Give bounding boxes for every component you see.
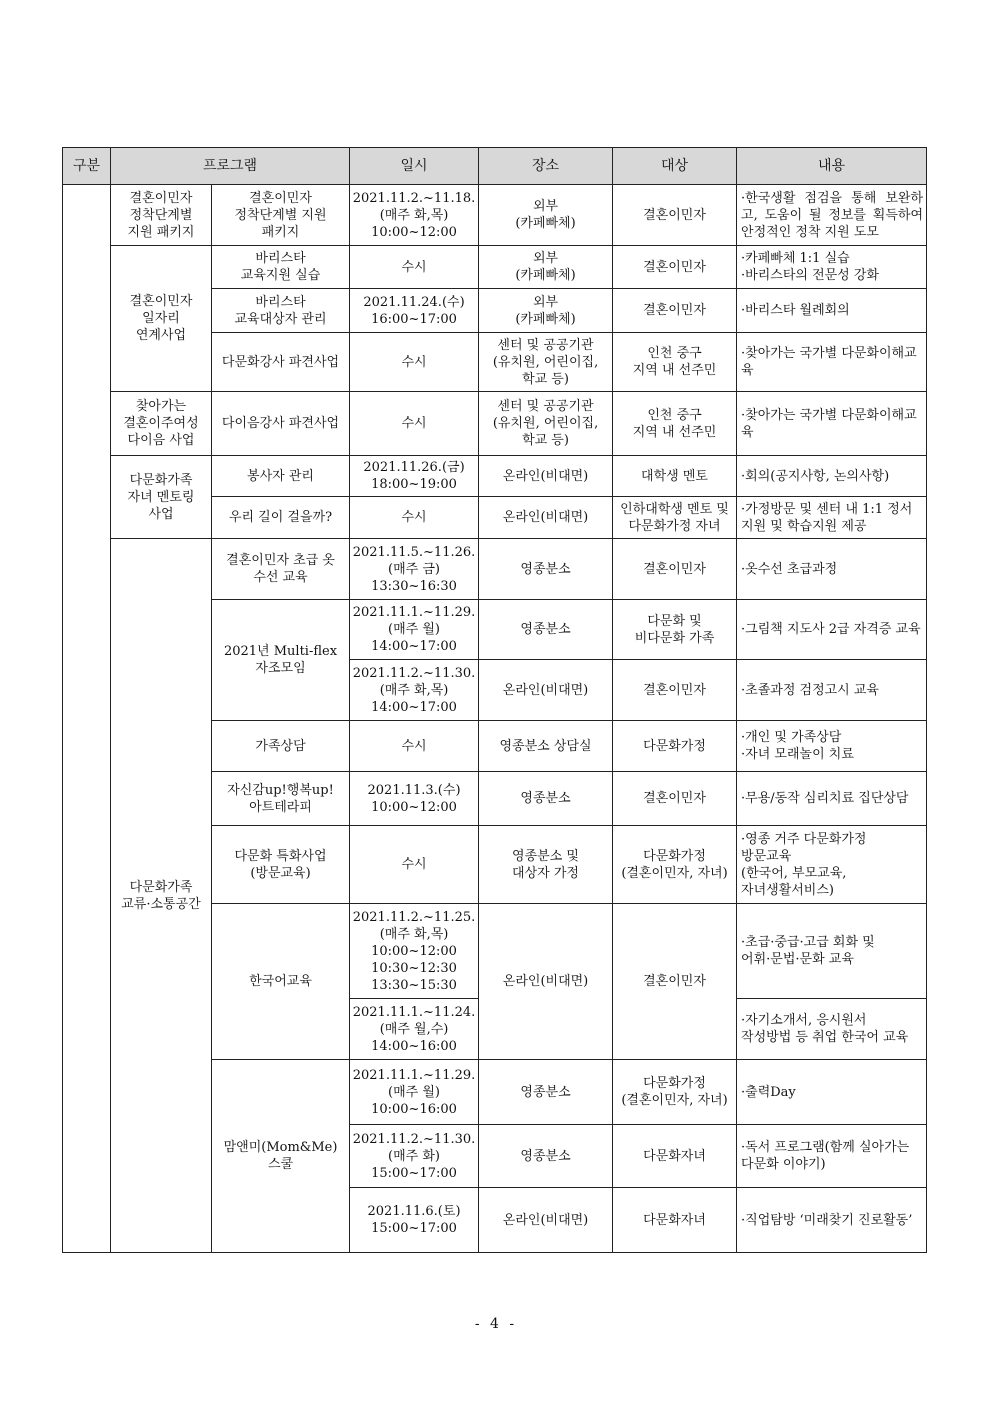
table-row [63, 456, 927, 497]
place-cell: 영종분소 및 대상자 가정 [479, 826, 613, 904]
group-cell: 찾아가는 결혼이주여성 다이음 사업 [111, 392, 212, 456]
content-cell: ·자기소개서, 응시원서 작성방법 등 취업 한국어 교육 [737, 999, 927, 1060]
target-cell: 결혼이민자 [613, 185, 737, 246]
content-cell: ·찾아가는 국가별 다문화이해교육 [737, 333, 927, 392]
table-row [63, 539, 927, 600]
target-cell: 인하대학생 멘토 및 다문화가정 자녀 [613, 497, 737, 539]
program-cell: 자신감up!행복up! 아트테라피 [212, 772, 350, 826]
content-cell: ·가정방문 및 센터 내 1:1 정서지원 및 학습지원 제공 [737, 497, 927, 539]
content-cell: ·영종 거주 다문화가정 방문교육 (한국어, 부모교육, 자녀생활서비스) [737, 826, 927, 904]
program-cell: 다문화 특화사업 (방문교육) [212, 826, 350, 904]
target-cell: 다문화 및 비다문화 가족 [613, 600, 737, 660]
datetime-cell: 수시 [350, 721, 479, 772]
place-cell: 온라인(비대면) [479, 456, 613, 497]
place-cell: 영종분소 [479, 539, 613, 600]
group-cell: 결혼이민자 일자리 연계사업 [111, 246, 212, 392]
header-program: 프로그램 [111, 148, 350, 185]
content-cell: ·무용/동작 심리치료 집단상담 [737, 772, 927, 826]
datetime-cell: 2021.11.3.(수) 10:00~12:00 [350, 772, 479, 826]
place-cell: 온라인(비대면) [479, 904, 613, 1060]
target-cell: 대학생 멘토 [613, 456, 737, 497]
table-row [63, 392, 927, 456]
content-cell: ·출력Day [737, 1060, 927, 1125]
content-cell: ·개인 및 가족상담 ·자녀 모래놀이 치료 [737, 721, 927, 772]
place-cell: 온라인(비대면) [479, 660, 613, 721]
table-header-row [63, 148, 927, 185]
group-cell: 다문화가족 자녀 멘토링 사업 [111, 456, 212, 539]
datetime-cell: 2021.11.2.~11.30. (매주 화,목) 14:00~17:00 [350, 660, 479, 721]
schedule-table [62, 147, 927, 1253]
target-cell: 결혼이민자 [613, 539, 737, 600]
datetime-cell: 수시 [350, 826, 479, 904]
program-cell: 결혼이민자 정착단계별 지원 패키지 [212, 185, 350, 246]
content-cell: ·초졸과정 검정고시 교육 [737, 660, 927, 721]
program-cell: 2021년 Multi-flex 자조모임 [212, 600, 350, 721]
place-cell: 영종분소 [479, 1125, 613, 1188]
place-cell: 외부 (카페빠체) [479, 246, 613, 289]
group-cell: 다문화가족 교류·소통공간 [111, 539, 212, 1253]
place-cell: 영종분소 [479, 772, 613, 826]
target-cell: 결혼이민자 [613, 246, 737, 289]
program-cell: 결혼이민자 초급 옷 수선 교육 [212, 539, 350, 600]
program-cell: 가족상담 [212, 721, 350, 772]
target-cell: 다문화가정 (결혼이민자, 자녀) [613, 826, 737, 904]
target-cell: 다문화가정 (결혼이민자, 자녀) [613, 1060, 737, 1125]
content-cell: ·직업탐방 ‘미래찾기 진로활동’ [737, 1188, 927, 1253]
datetime-cell: 2021.11.5.~11.26. (매주 금) 13:30~16:30 [350, 539, 479, 600]
header-datetime: 일시 [350, 148, 479, 185]
header-place: 장소 [479, 148, 613, 185]
datetime-cell: 수시 [350, 497, 479, 539]
header-target: 대상 [613, 148, 737, 185]
content-cell: ·카페빠체 1:1 실습 ·바리스타의 전문성 강화 [737, 246, 927, 289]
place-cell: 외부 (카페빠체) [479, 289, 613, 333]
content-cell: ·초급·중급·고급 회화 및 어휘·문법·문화 교육 [737, 904, 927, 999]
datetime-cell: 2021.11.2.~11.30. (매주 화) 15:00~17:00 [350, 1125, 479, 1188]
group-cell: 결혼이민자 정착단계별 지원 패키지 [111, 185, 212, 246]
datetime-cell: 2021.11.2.~11.25. (매주 화,목) 10:00~12:00 10:30~12:30 13:30~15:30 [350, 904, 479, 999]
target-cell: 결혼이민자 [613, 904, 737, 1060]
program-cell: 다문화강사 파견사업 [212, 333, 350, 392]
content-cell: ·한국생활 점검을 통해 보완하고, 도움이 될 정보를 획득하여 안정적인 정착 지원 도모 [737, 185, 927, 246]
target-cell: 다문화자녀 [613, 1125, 737, 1188]
content-cell: ·바리스타 월례회의 [737, 289, 927, 333]
table-row [63, 246, 927, 289]
content-cell: ·회의(공지사항, 논의사항) [737, 456, 927, 497]
place-cell: 영종분소 상담실 [479, 721, 613, 772]
target-cell: 결혼이민자 [613, 289, 737, 333]
datetime-cell: 수시 [350, 333, 479, 392]
datetime-cell: 2021.11.1.~11.29. (매주 월) 14:00~17:00 [350, 600, 479, 660]
datetime-cell: 2021.11.2.~11.18. (매주 화,목) 10:00~12:00 [350, 185, 479, 246]
content-cell: ·옷수선 초급과정 [737, 539, 927, 600]
place-cell: 온라인(비대면) [479, 1188, 613, 1253]
program-cell: 바리스타 교육지원 실습 [212, 246, 350, 289]
datetime-cell: 2021.11.26.(금) 18:00~19:00 [350, 456, 479, 497]
datetime-cell: 수시 [350, 246, 479, 289]
target-cell: 다문화가정 [613, 721, 737, 772]
header-content: 내용 [737, 148, 927, 185]
program-cell: 바리스타 교육대상자 관리 [212, 289, 350, 333]
datetime-cell: 수시 [350, 392, 479, 456]
datetime-cell: 2021.11.24.(수) 16:00~17:00 [350, 289, 479, 333]
program-cell: 다이음강사 파견사업 [212, 392, 350, 456]
place-cell: 영종분소 [479, 600, 613, 660]
program-cell: 맘앤미(Mom&Me) 스쿨 [212, 1060, 350, 1253]
program-cell: 한국어교육 [212, 904, 350, 1060]
datetime-cell: 2021.11.1.~11.24. (매주 월,수) 14:00~16:00 [350, 999, 479, 1060]
datetime-cell: 2021.11.6.(토) 15:00~17:00 [350, 1188, 479, 1253]
place-cell: 영종분소 [479, 1060, 613, 1125]
target-cell: 결혼이민자 [613, 772, 737, 826]
program-cell: 봉사자 관리 [212, 456, 350, 497]
program-cell: 우리 길이 걸을까? [212, 497, 350, 539]
content-cell: ·찾아가는 국가별 다문화이해교육 [737, 392, 927, 456]
target-cell: 인천 중구 지역 내 선주민 [613, 392, 737, 456]
page-number: - 4 - [474, 1316, 518, 1332]
place-cell: 온라인(비대면) [479, 497, 613, 539]
place-cell: 센터 및 공공기관 (유치원, 어린이집, 학교 등) [479, 333, 613, 392]
table-row [63, 185, 927, 246]
content-cell: ·그림책 지도사 2급 자격증 교육 [737, 600, 927, 660]
header-category: 구분 [63, 148, 111, 185]
place-cell: 센터 및 공공기관 (유치원, 어린이집, 학교 등) [479, 392, 613, 456]
target-cell: 인천 중구 지역 내 선주민 [613, 333, 737, 392]
category-cell [63, 185, 111, 1253]
datetime-cell: 2021.11.1.~11.29. (매주 월) 10:00~16:00 [350, 1060, 479, 1125]
target-cell: 결혼이민자 [613, 660, 737, 721]
content-cell: ·독서 프로그램(함께 실아가는 다문화 이야기) [737, 1125, 927, 1188]
place-cell: 외부 (카페빠체) [479, 185, 613, 246]
target-cell: 다문화자녀 [613, 1188, 737, 1253]
